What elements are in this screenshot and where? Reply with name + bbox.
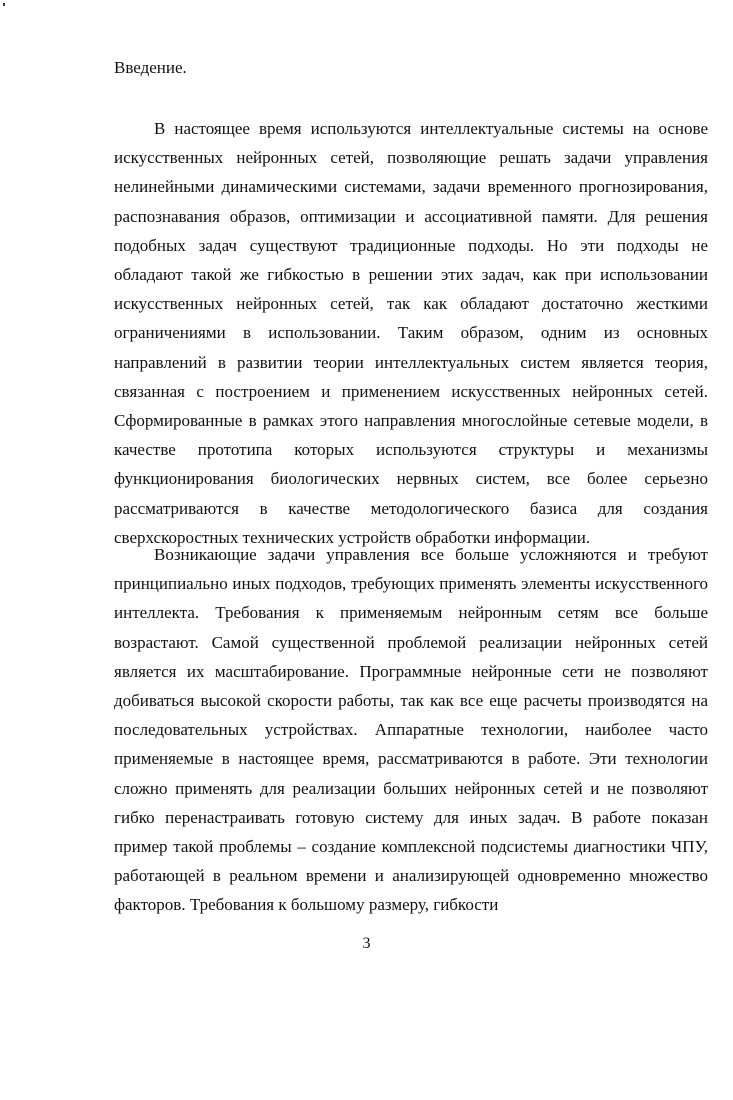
section-heading: Введение. — [114, 58, 187, 77]
paragraph-2: Возникающие задачи управления все больше усложняются и требуют принципиально иных подходов, требующих применять элементы искусственного интеллекта. Требования к применяемым нейронным сетям все больше возрастают. Самой существенной проблемой реализации нейронных сетей является их масштабирование. Программные нейронные сети не позволяют добиваться высокой скорости работы, так как все еще расчеты производятся на последовательных устройствах. Аппаратные технологии, наиболее часто применяемые в настоящее время, рассматриваются в работе. Эти технологии сложно применять для реализации больших нейронных сетей и не позволяют гибко перенастраивать готовую систему для иных задач. В работе показан пример такой проблемы – создание комплексной подсистемы диагностики ЧПУ, работающей в реальном времени и анализирующей одновременно множество факторов. Требования к большому размеру, гибкости — [114, 545, 708, 915]
scan-mark — [3, 3, 5, 6]
paragraph-1: В настоящее время используются интеллектуальные системы на основе искусственных нейронных сетей, позволяющие решать задачи управления нелинейными динамическими системами, задачи временного прогнозирования, распознавания образов, оптимизации и ассоциативной памяти. Для решения подобных задач существуют традиционные подходы. Но эти подходы не обладают такой же гибкостью в решении этих задач, как при использовании искусственных нейронных сетей, так как обладают достаточно жесткими ограничениями в использовании. Таким образом, одним из основных направлений в развитии теории интеллектуальных систем является теория, связанная с построением и применением искусственных нейронных сетей. Сформированные в рамках этого направления многослойные сетевые модели, в качестве прототипа которых используются структуры и механизмы функционирования биологических нервных систем, все более серьезно рассматриваются в качестве методологического базиса для создания сверхскоростных технических устройств обработки информации. — [114, 119, 708, 547]
page-number: 3 — [362, 935, 371, 952]
